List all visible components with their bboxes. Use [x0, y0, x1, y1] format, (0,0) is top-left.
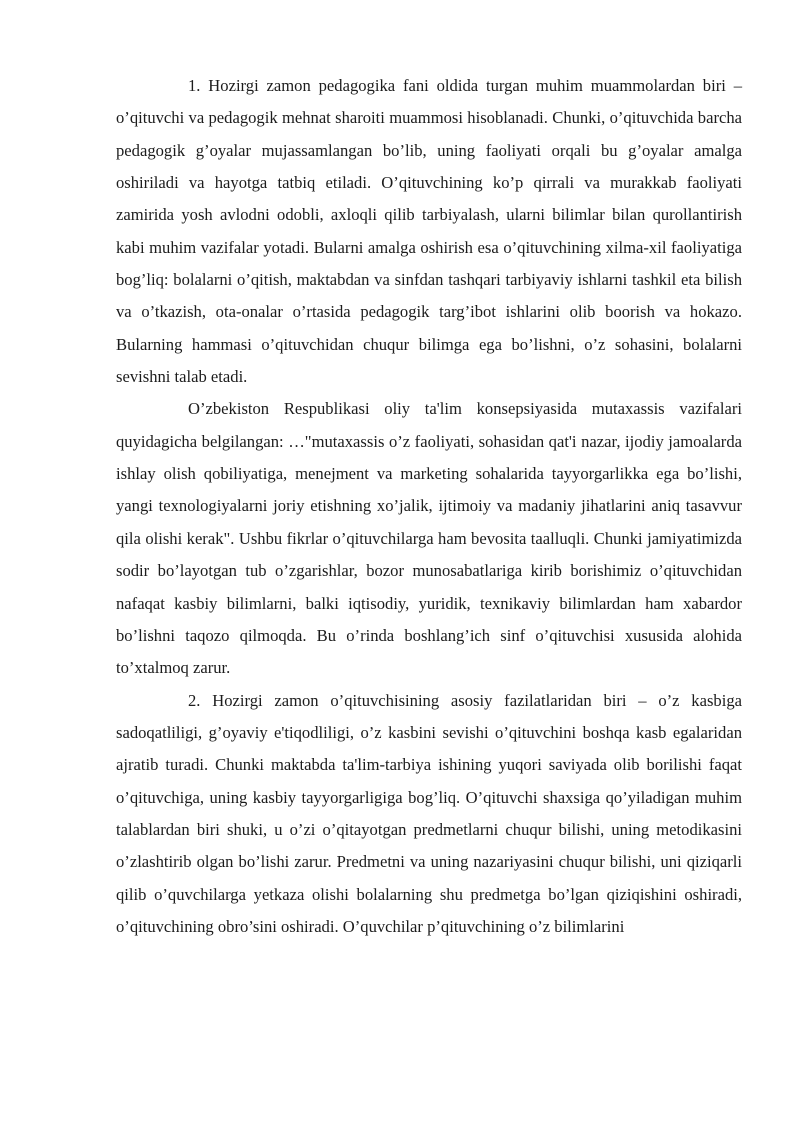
paragraph-teacher-problem: 1. Hozirgi zamon pedagogika fani oldida turgan muhim muammolardan biri – o’qituvchi va pedagogik mehnat sharoiti muammosi hisoblanadi. Chunki, o’qituvchida barcha pedagogik g’oyalar mujassamlangan bo’lib, uning faoliyati orqali bu g’oyalar amalga oshiriladi va hayotga tatbiq etiladi. O’qituvchining ko’p qirrali va murakkab faoliyati zamirida yosh avlodni odobli, axloqli qilib tarbiyalash, ularni bilimlar bilan qurollantirish kabi muhim vazifalar yotadi. Bularni amalga oshirish esa o’qituvchining xilma-xil faoliyatiga bog’liq: bolalarni o’qitish, maktabdan va sinfdan tashqari tarbiyaviy ishlarni tashkil eta bilish va o’tkazish, ota-onalar o’rtasida pedagogik targ’ibot ishlarini olib boorish va hokazo. Bularning hammasi o’qituvchidan chuqur bilimga ega bo’lishni, o’z sohasini, bolalarni sevishni talab etadi.: [116, 76, 742, 387]
document-page: [116, 70, 742, 943]
paragraph-higher-education-concept: O’zbekiston Respublikasi oliy ta'lim konsepsiyasida mutaxassis vazifalari quyidagicha belgilangan: …"mutaxassis o’z faoliyati, sohasidan qat'i nazar, ijodiy jamoalarda ishlay olish qobiliyatiga, menejment va marketing sohalarida tayyorgarlikka ega bo’lishi, yangi texnologiyalarni joriy etishning xo’jalik, ijtimoiy va madaniy jihatlarini aniq tasavvur qila olishi kerak". Ushbu fikrlar o’qituvchilarga ham bevosita taalluqli. Chunki jamiyatimizda sodir bo’layotgan tub o’zgarishlar, bozor munosabatlariga kirib borishimiz o’qituvchidan nafaqat kasbiy bilimlarni, balki iqtisodiy, yuridik, texnikaviy bilimlardan ham xabardor bo’lishni taqozo qilmoqda. Bu o’rinda boshlang’ich sinf o’qituvchisi xususida alohida to’xtalmoq zarur.: [116, 399, 742, 678]
paragraph-teacher-qualities: 2. Hozirgi zamon o’qituvchisining asosiy fazilatlaridan biri – o’z kasbiga sadoqatliligi, g’oyaviy e'tiqodliligi, o’z kasbini sevishi o’qituvchini boshqa kasb egalaridan ajratib turadi. Chunki maktabda ta'lim-tarbiya ishining yuqori saviyada olib borilishi faqat o’qituvchiga, uning kasbiy tayyorgarligiga bog’liq. O’qituvchi shaxsiga qo’yiladigan muhim talablardan biri shuki, u o’zi o’qitayotgan predmetlarni chuqur bilishi, uning metodikasini o’zlashtirib olgan bo’lishi zarur. Predmetni va uning nazariyasini chuqur bilishi, uni qiziqarli qilib o’quvchilarga yetkaza olishi bolalarning shu predmetga bo’lgan qiziqishini oshiradi, o’qituvchining obro’sini oshiradi. O’quvchilar p’qituvchining o’z bilimlarini: [116, 690, 742, 936]
